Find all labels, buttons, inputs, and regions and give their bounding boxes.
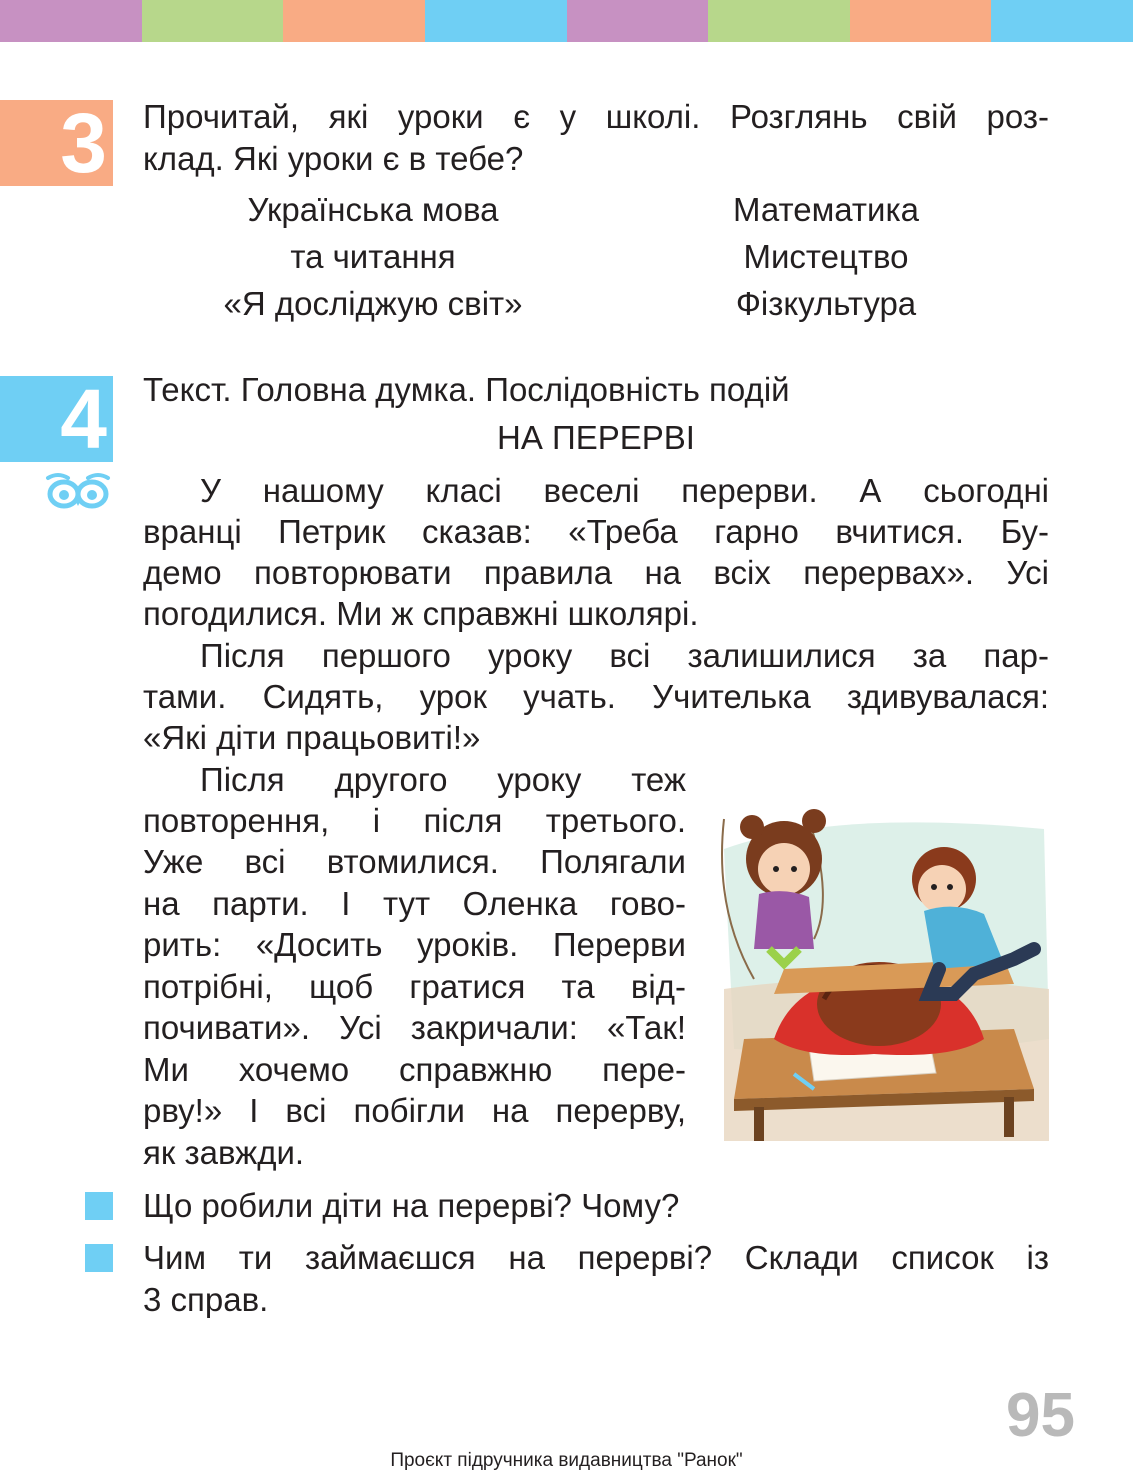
- question-2-line-2: 3 справ.: [143, 1281, 269, 1318]
- top-bar-segment-5: [567, 0, 709, 42]
- subject-right-1: Математика: [733, 191, 919, 228]
- para3-line-8: Ми хочемо справжню пере-: [143, 1051, 686, 1088]
- para2-line-2: тами. Сидять, урок учать. Учителька здивувалася:: [143, 678, 1049, 715]
- para3-line-2: повторення, і після третього.: [143, 802, 686, 839]
- task-3-number: 3: [60, 96, 107, 190]
- para1-line-4: погодилися. Ми ж справжні школярі.: [143, 595, 699, 632]
- subject-left-3: «Я досліджую світ»: [223, 285, 523, 322]
- top-bar-segment-4: [425, 0, 567, 42]
- para3-line-5: рить: «Досить уроків. Перерви: [143, 926, 686, 963]
- para3-line-6: потрібні, щоб гратися та від-: [143, 968, 686, 1005]
- task-3-prompt-line-2: клад. Які уроки є в тебе?: [143, 140, 524, 177]
- task-3-prompt-line-1: Прочитай, які уроки є у школі. Розглянь свій роз-: [143, 98, 1049, 135]
- top-bar-segment-3: [283, 0, 425, 42]
- para3-line-9: рву!» І всі побігли на перерву,: [143, 1092, 686, 1129]
- para3-line-1: Після другого уроку теж: [200, 761, 686, 798]
- top-bar-segment-6: [708, 0, 850, 42]
- owl-eyes-icon: [44, 470, 112, 510]
- story-title: НА ПЕРЕРВІ: [497, 419, 695, 456]
- task-3-number-tab: [0, 96, 113, 190]
- page-number: 95: [1006, 1381, 1075, 1450]
- para3-line-7: почивати». Усі закричали: «Так!: [143, 1009, 686, 1046]
- top-bar-segment-8: [991, 0, 1133, 42]
- para2-line-1: Після першого уроку всі залишилися за пар-: [200, 637, 1049, 674]
- para3-line-3: Уже всі втомилися. Полягали: [143, 843, 686, 880]
- top-color-bar: [0, 0, 1133, 42]
- para2-line-3: «Які діти працьовиті!»: [143, 719, 481, 756]
- subject-right-3: Фізкультура: [735, 285, 917, 322]
- task-4-header: Текст. Головна думка. Послідовність подій: [143, 371, 790, 408]
- task-4-number-tab: [0, 372, 113, 466]
- subject-right-2: Мистецтво: [743, 238, 909, 275]
- para3-line-4: на парти. І тут Оленка гово-: [143, 885, 686, 922]
- question-2-bullet: [85, 1244, 113, 1272]
- question-2-line-1: Чим ти займаєшся на перерві? Склади список із: [143, 1239, 1049, 1276]
- top-bar-segment-2: [142, 0, 284, 42]
- subject-left-2: та читання: [290, 238, 456, 275]
- top-bar-segment-7: [850, 0, 992, 42]
- children-at-desk-illustration: [714, 789, 1054, 1141]
- question-1-text: Що робили діти на перерві? Чому?: [143, 1187, 680, 1224]
- para1-line-2: вранці Петрик сказав: «Треба гарно вчитися. Бу-: [143, 513, 1049, 550]
- task-4-number: 4: [60, 372, 107, 466]
- top-bar-segment-1: [0, 0, 142, 42]
- para1-line-1: У нашому класі веселі перерви. А сьогодні: [200, 472, 1049, 509]
- question-1-bullet: [85, 1192, 113, 1220]
- para1-line-3: демо повторювати правила на всіх перервах». Усі: [143, 554, 1049, 591]
- subject-left-1: Українська мова: [247, 191, 499, 228]
- para3-line-10: як завжди.: [143, 1134, 305, 1171]
- footer-credit: Проєкт підручника видавництва "Ранок": [390, 1450, 743, 1471]
